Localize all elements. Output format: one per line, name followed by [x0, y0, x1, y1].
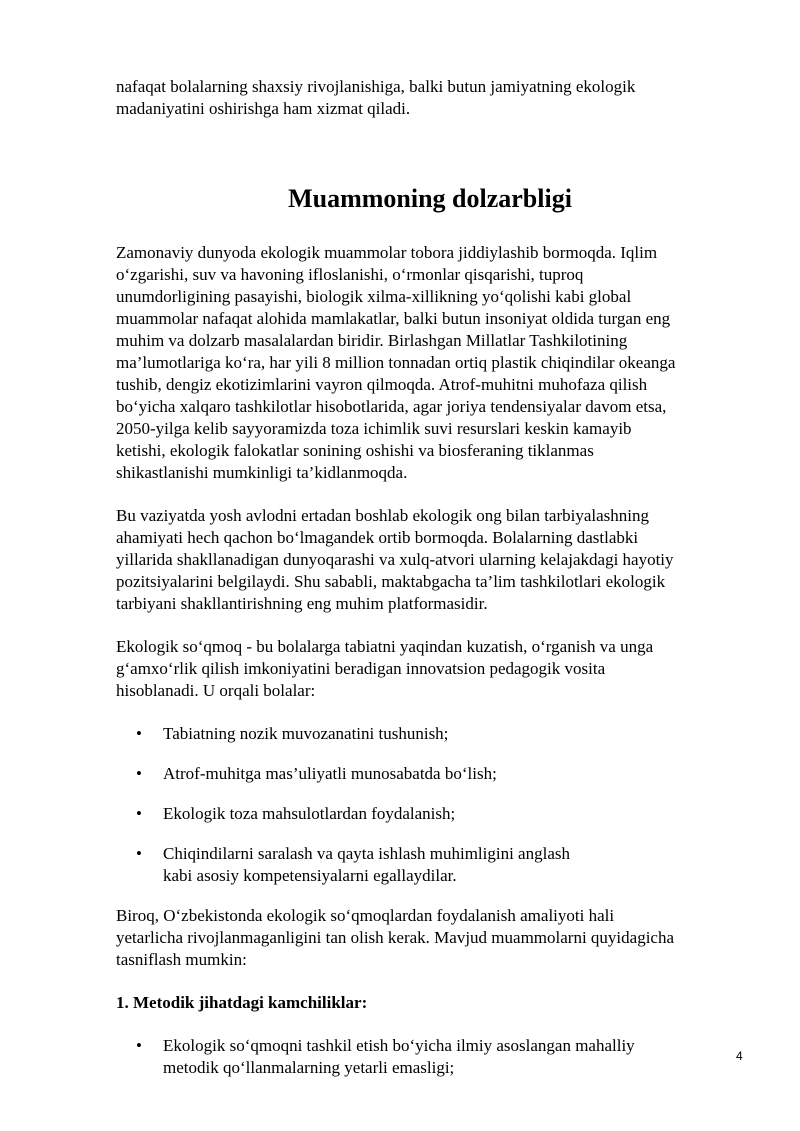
list-item	[116, 763, 744, 785]
list-item	[116, 723, 744, 745]
text-line: o‘zgarishi, suv va havoning ifloslanishi, o‘rmonlar qisqarishi, tuproq	[116, 265, 584, 284]
bullet-icon: •	[136, 804, 142, 823]
bullet-icon: •	[136, 764, 142, 783]
text-line: 2050-yilga kelib sayyoramizda toza ichimlik suvi resurslari keskin kamayib	[116, 419, 632, 438]
text-line: Bu vaziyatda yosh avlodni ertadan boshlab ekologik ong bilan tarbiyalashning	[116, 506, 650, 525]
competencies-list	[116, 723, 744, 887]
list-item-text: Ekologik toza mahsulotlardan foydalanish;	[163, 804, 456, 823]
text-line: ma’lumotlariga ko‘ra, har yili 8 million tonnadan ortiq plastik chiqindilar okeanga	[116, 353, 676, 372]
text-line: muhim va dolzarb masalalardan biridir. Birlashgan Millatlar Tashkilotining	[116, 331, 628, 350]
list-item	[116, 1035, 744, 1079]
text-line: nafaqat bolalarning shaxsiy rivojlanishiga, balki butun jamiyatning ekologik	[116, 77, 636, 96]
text-line: pozitsiyalarini belgilaydi. Shu sababli, maktabgacha ta’lim tashkilotlari ekologik	[116, 572, 666, 591]
bullet-icon: •	[136, 724, 142, 743]
paragraph-global-problems	[116, 242, 744, 484]
text-line: ketishi, ekologik falokatlar sonining oshishi va biosferaning tiklanmas	[116, 441, 594, 460]
text-line: unumdorligining pasayishi, biologik xilma-xillikning yo‘qolishi kabi global	[116, 287, 632, 306]
text-line: muammolar nafaqat alohida mamlakatlar, balki butun insoniyat oldida turgan eng	[116, 309, 671, 328]
text-line: yetarlicha rivojlanmaganligini tan olish kerak. Mavjud muammolarni quyidagicha	[116, 928, 675, 947]
list-item-text: kabi asosiy kompetensiyalarni egallaydilar.	[163, 866, 457, 885]
subsection-heading: 1. Metodik jihatdagi kamchiliklar:	[116, 993, 368, 1012]
text-line: Zamonaviy dunyoda ekologik muammolar tobora jiddiylashib bormoqda. Iqlim	[116, 243, 658, 262]
text-line: bo‘yicha xalqaro tashkilotlar hisobotlarida, agar joriya tendensiyalar davom etsa,	[116, 397, 667, 416]
paragraph-youth-education	[116, 505, 744, 615]
page-number: 4	[736, 1049, 743, 1063]
text-line: tarbiyani shakllantirishning eng muhim platformasidir.	[116, 594, 488, 613]
paragraph-problems-intro	[116, 905, 744, 971]
text-line: tasniflash mumkin:	[116, 950, 247, 969]
list-item-text: Atrof-muhitga mas’uliyatli munosabatda bo‘lish;	[163, 764, 497, 783]
text-line: Biroq, O‘zbekistonda ekologik so‘qmoqlardan foydalanish amaliyoti hali	[116, 906, 615, 925]
document-page	[116, 76, 744, 1097]
text-line: shikastlanishi mumkinligi ta’kidlanmoqda.	[116, 463, 408, 482]
intro-paragraph	[116, 76, 744, 120]
text-line: yillarida shakllanadigan dunyoqarashi va xulq-atvori ularning kelajakdagi hayotiy	[116, 550, 674, 569]
text-line: tushib, dengiz ekotizimlarini vayron qilmoqda. Atrof-muhitni muhofaza qilish	[116, 375, 648, 394]
list-item	[116, 803, 744, 825]
text-line: hisoblanadi. U orqali bolalar:	[116, 681, 316, 700]
text-line: g‘amxo‘rlik qilish imkoniyatini beradigan innovatsion pedagogik vosita	[116, 659, 606, 678]
list-item-text: Ekologik so‘qmoqni tashkil etish bo‘yicha ilmiy asoslangan mahalliy	[163, 1036, 635, 1055]
text-line: madaniyatini oshirishga ham xizmat qiladi.	[116, 99, 411, 118]
list-item-text: Tabiatning nozik muvozanatini tushunish;	[163, 724, 449, 743]
list-item-text: Chiqindilarni saralash va qayta ishlash muhimligini anglash	[163, 844, 570, 863]
bullet-icon: •	[136, 844, 142, 863]
methodical-shortcomings-list	[116, 1035, 744, 1079]
text-line: Ekologik so‘qmoq - bu bolalarga tabiatni yaqindan kuzatish, o‘rganish va unga	[116, 637, 654, 656]
section-heading: Muammoning dolzarbligi	[288, 184, 572, 213]
list-item-text: metodik qo‘llanmalarning yetarli emasligi;	[163, 1058, 455, 1077]
paragraph-ecological-trail	[116, 636, 744, 702]
list-item	[116, 843, 744, 887]
text-line: ahamiyati hech qachon bo‘lmagandek ortib bormoqda. Bolalarning dastlabki	[116, 528, 639, 547]
bullet-icon: •	[136, 1036, 142, 1055]
